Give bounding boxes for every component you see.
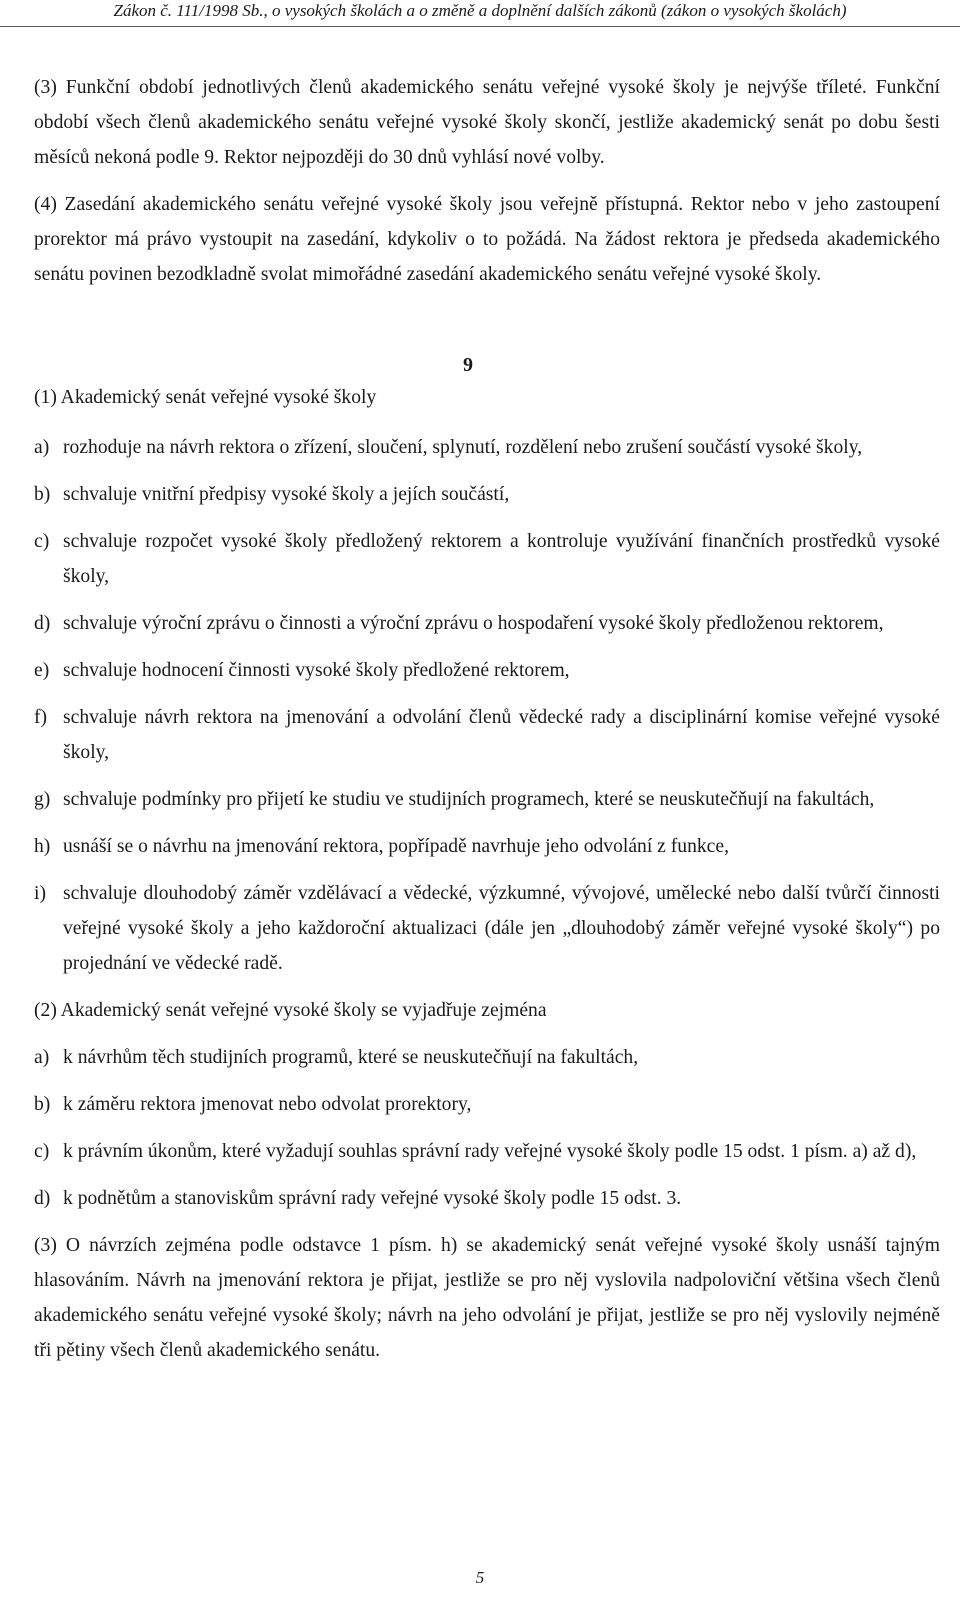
- section-heading: [34, 354, 940, 418]
- list-item: [34, 782, 940, 817]
- list-senate-decides: [34, 430, 940, 981]
- list-item: [34, 1181, 940, 1216]
- list-item-text: schvaluje výroční zprávu o činnosti a výroční zprávu o hospodaření vysoké školy předloženou rektorem,: [63, 613, 884, 634]
- list-item-text: k podnětům a stanoviskům správní rady veřejné vysoké školy podle 15 odst. 3.: [63, 1188, 682, 1209]
- paragraph-4: (4) Zasedání akademického senátu veřejné vysoké školy jsou veřejně přístupná. Rektor nebo v jeho zastoupení prorektor má právo vystoupit na zasedání, kdykoliv o to požádá. Na žádost rektora je předseda akademického senátu povinen bezodkladně svolat mimořádné zasedání akademického senátu veřejné vysoké školy.: [34, 194, 940, 285]
- list-item: [34, 1134, 940, 1169]
- list-item: [34, 430, 940, 465]
- running-header: [0, 0, 960, 27]
- list-item-label: d): [34, 1188, 51, 1209]
- list-item: [34, 829, 940, 864]
- list-item: [34, 876, 940, 981]
- list-item-text: k návrhům těch studijních programů, které se neuskutečňují na fakultách,: [63, 1047, 639, 1068]
- page-body: [34, 70, 940, 1380]
- list-item: [34, 1087, 940, 1122]
- list-item-label: a): [34, 437, 50, 458]
- list-item: [34, 1040, 940, 1075]
- list-item-text: k právním úkonům, které vyžadují souhlas správní rady veřejné vysoké školy podle 15 odst. 1 písm. a) až d),: [63, 1141, 917, 1162]
- list-item-text: schvaluje vnitřní předpisy vysoké školy a jejích součástí,: [63, 484, 510, 505]
- list-item: [34, 606, 940, 641]
- paragraph-3: (3) Funkční období jednotlivých členů akademického senátu veřejné vysoké školy je nejvýše tříleté. Funkční období všech členů akademického senátu veřejné vysoké školy skončí, jestliže akademický senát po dobu šesti měsíců nekoná podle 9. Rektor nejpozději do 30 dnů vyhlásí nové volby.: [34, 77, 940, 168]
- list-item-label: c): [34, 531, 50, 552]
- list-item-text: schvaluje návrh rektora na jmenování a odvolání členů vědecké rady a disciplinární komise veřejné vysoké školy,: [63, 707, 940, 763]
- list-item-text: schvaluje podmínky pro přijetí ke studiu ve studijních programech, které se neuskutečňují na fakultách,: [63, 789, 875, 810]
- list-item: [34, 653, 940, 688]
- list-item-label: e): [34, 660, 50, 681]
- list-item-text: k záměru rektora jmenovat nebo odvolat prorektory,: [63, 1094, 472, 1115]
- list-item-label: d): [34, 613, 51, 634]
- list-item-label: h): [34, 836, 51, 857]
- list-item-label: g): [34, 789, 51, 810]
- list-item-label: a): [34, 1047, 50, 1068]
- list-item-text: usnáší se o návrhu na jmenování rektora, popřípadě navrhuje jeho odvolání z funkce,: [63, 836, 729, 857]
- list-item-label: i): [34, 883, 46, 904]
- list-item-text: schvaluje dlouhodobý záměr vzdělávací a vědecké, výzkumné, vývojové, umělecké nebo další tvůrčí činnosti veřejné vysoké školy a jeho každoroční aktualizaci (dále jen „dlouhodobý záměr veřejné vysoké školy“) po projednání ve vědecké radě.: [63, 883, 940, 974]
- section-mark: 9: [463, 354, 473, 376]
- header-title: Zákon č. 111/1998 Sb., o vysokých školách a o změně a doplnění dalších zákonů (zákon o vysokých školách): [113, 1, 847, 20]
- list-item-text: schvaluje hodnocení činnosti vysoké školy předložené rektorem,: [63, 660, 570, 681]
- list-item: [34, 477, 940, 512]
- section-intro: (1) Akademický senát veřejné vysoké školy: [34, 387, 377, 408]
- list-item-label: b): [34, 1094, 51, 1115]
- list-item-label: f): [34, 707, 48, 728]
- list-item: [34, 524, 940, 594]
- paragraph-2-intro: (2) Akademický senát veřejné vysoké školy se vyjadřuje zejména: [34, 1000, 547, 1021]
- list-item-label: c): [34, 1141, 50, 1162]
- list-item: [34, 700, 940, 770]
- list-senate-comments: [34, 1040, 940, 1216]
- list-item-text: schvaluje rozpočet vysoké školy předložený rektorem a kontroluje využívání finančních prostředků vysoké školy,: [63, 531, 940, 587]
- page-number: 5: [475, 1568, 485, 1587]
- list-item-text: rozhoduje na návrh rektora o zřízení, sloučení, splynutí, rozdělení nebo zrušení součástí vysoké školy,: [63, 437, 863, 458]
- list-item-label: b): [34, 484, 51, 505]
- paragraph-3-voting: (3) O návrzích zejména podle odstavce 1 písm. h) se akademický senát veřejné vysoké školy usnáší tajným hlasováním. Návrh na jmenování rektora je přijat, jestliže se pro něj vyslovila nadpoloviční většina všech členů akademického senátu veřejné vysoké školy; návrh na jeho odvolání je přijat, jestliže se pro něj vyslovily nejméně tři pětiny všech členů akademického senátu.: [34, 1235, 940, 1361]
